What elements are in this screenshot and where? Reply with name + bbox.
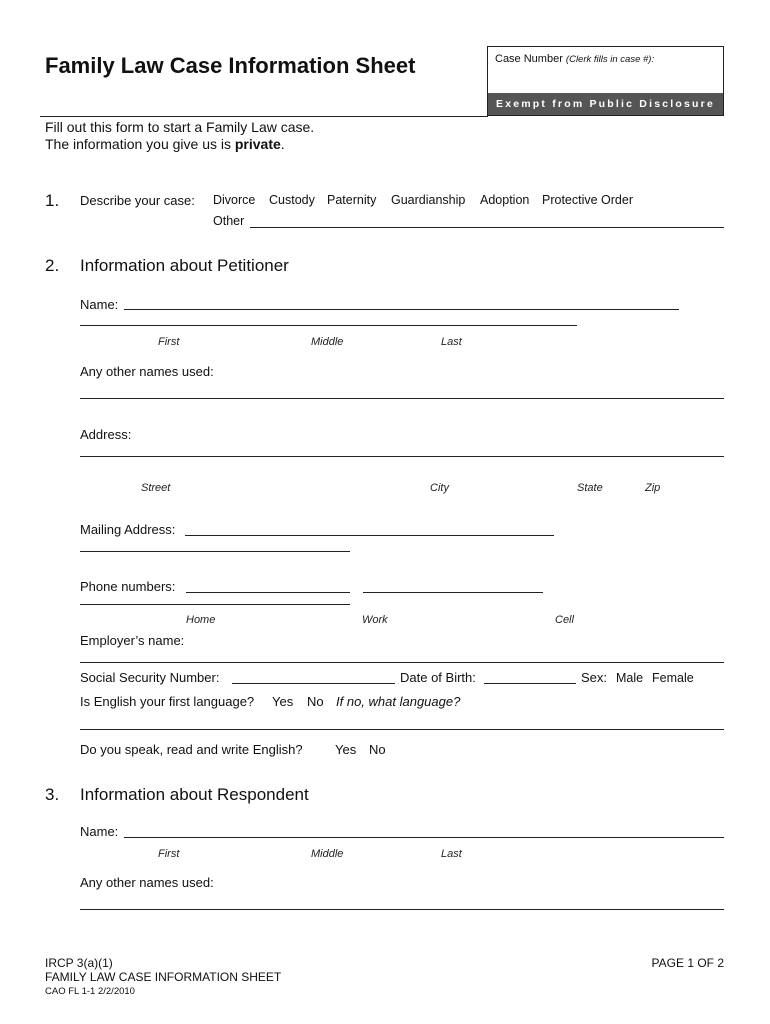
caption-first: First <box>158 336 180 348</box>
address-field[interactable] <box>80 456 724 457</box>
option-divorce[interactable]: Divorce <box>213 193 256 207</box>
caption-state: State <box>577 482 603 494</box>
respondent-other-names-field[interactable] <box>80 909 724 910</box>
petitioner-name-field-2[interactable] <box>80 325 577 326</box>
mailing-address-label: Mailing Address: <box>80 522 176 537</box>
case-number-label: Case Number (Clerk fills in case #): <box>495 53 655 65</box>
employer-field[interactable] <box>80 662 724 663</box>
if-no-language-label: If no, what language? <box>336 694 461 709</box>
english-first-yes[interactable]: Yes <box>272 694 294 709</box>
caption-street: Street <box>141 482 171 494</box>
footer-form-code: CAO FL 1-1 2/2/2010 <box>45 986 135 997</box>
footer-rule: IRCP 3(a)(1) <box>45 956 113 970</box>
phone-cell-field[interactable] <box>80 604 350 605</box>
intro-line-1: Fill out this form to start a Family Law case. <box>45 119 315 135</box>
option-custody[interactable]: Custody <box>269 193 315 207</box>
option-guardianship[interactable]: Guardianship <box>391 193 466 207</box>
phone-label: Phone numbers: <box>80 579 176 594</box>
caption-cell: Cell <box>555 614 574 626</box>
page-number: PAGE 1 OF 2 <box>651 956 724 970</box>
header-divider <box>40 116 488 117</box>
speak-english-label: Do you speak, read and write English? <box>80 742 303 757</box>
exempt-banner: Exempt from Public Disclosure <box>488 93 723 115</box>
language-field[interactable] <box>80 729 724 730</box>
respondent-other-names-label: Any other names used: <box>80 875 214 890</box>
caption-middle: Middle <box>311 336 344 348</box>
speak-english-no[interactable]: No <box>369 742 386 757</box>
english-first-label: Is English your first language? <box>80 694 255 709</box>
section-2-heading: Information about Petitioner <box>80 256 289 275</box>
caption-home: Home <box>186 614 216 626</box>
case-number-hint: (Clerk fills in case #): <box>565 54 655 65</box>
respondent-caption-first: First <box>158 848 180 860</box>
caption-city: City <box>430 482 449 494</box>
option-paternity[interactable]: Paternity <box>327 193 377 207</box>
dob-label: Date of Birth: <box>400 670 476 685</box>
sex-male-option[interactable]: Male <box>616 671 644 685</box>
address-label: Address: <box>80 427 132 442</box>
ssn-label: Social Security Number: <box>80 670 220 685</box>
dob-field[interactable] <box>484 683 576 684</box>
option-other[interactable]: Other <box>213 214 245 228</box>
section-1-number: 1. <box>45 191 60 210</box>
respondent-caption-last: Last <box>441 848 462 860</box>
caption-last: Last <box>441 336 462 348</box>
sex-label: Sex: <box>581 670 608 685</box>
respondent-caption-middle: Middle <box>311 848 344 860</box>
section-3-heading: Information about Respondent <box>80 785 309 804</box>
mailing-address-field[interactable] <box>185 535 554 536</box>
petitioner-other-names-label: Any other names used: <box>80 364 214 379</box>
petitioner-name-label: Name: <box>80 297 119 312</box>
option-protective-order[interactable]: Protective Order <box>542 193 634 207</box>
speak-english-yes[interactable]: Yes <box>335 742 357 757</box>
petitioner-other-names-field[interactable] <box>80 398 724 399</box>
respondent-name-field[interactable] <box>124 837 724 838</box>
mailing-address-field-2[interactable] <box>80 551 350 552</box>
respondent-name-label: Name: <box>80 824 119 839</box>
section-3-number: 3. <box>45 785 60 804</box>
other-field[interactable] <box>250 227 724 228</box>
phone-work-field[interactable] <box>363 592 543 593</box>
footer-form-title: FAMILY LAW CASE INFORMATION SHEET <box>45 970 282 984</box>
intro-line-2: The information you give us is private. <box>45 136 285 152</box>
phone-home-field[interactable] <box>186 592 350 593</box>
english-first-no[interactable]: No <box>307 694 324 709</box>
caption-work: Work <box>362 614 388 626</box>
option-adoption[interactable]: Adoption <box>480 193 530 207</box>
employer-label: Employer’s name: <box>80 633 185 648</box>
ssn-field[interactable] <box>232 683 395 684</box>
caption-zip: Zip <box>645 482 661 494</box>
case-number-box[interactable] <box>487 46 724 116</box>
petitioner-name-field[interactable] <box>124 309 679 310</box>
sex-female-option[interactable]: Female <box>652 671 694 685</box>
case-type-label: Describe your case: <box>80 193 195 208</box>
page-title: Family Law Case Information Sheet <box>45 53 416 78</box>
section-2-number: 2. <box>45 256 60 275</box>
